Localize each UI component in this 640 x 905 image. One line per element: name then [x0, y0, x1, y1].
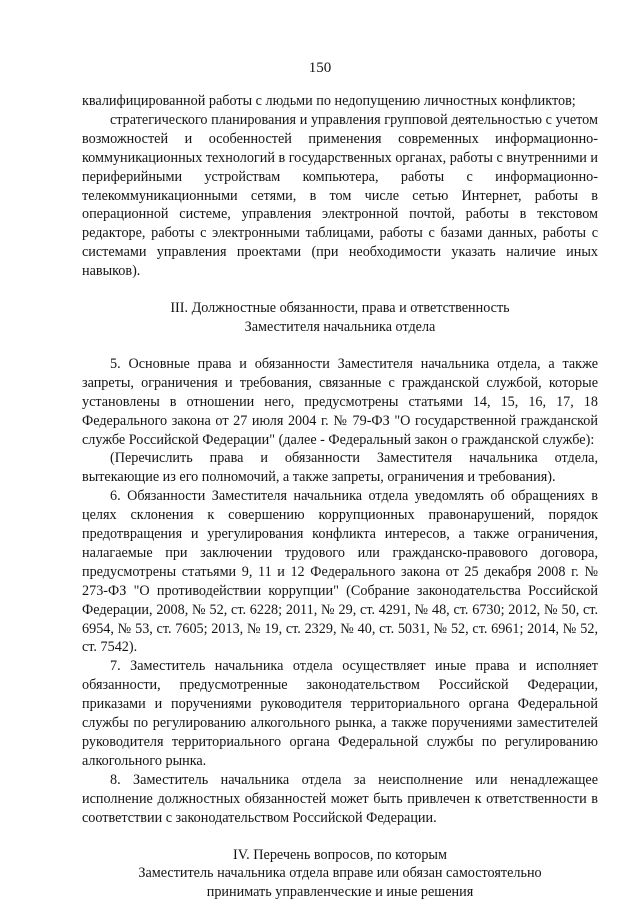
page-number: 150	[308, 60, 332, 76]
section-heading-line: IV. Перечень вопросов, по которым	[233, 846, 447, 863]
paragraph: стратегического планирования и управления групповой деятельностью с учетом возможностей и особенностей применения современных информационно-коммуникационных технологий в государственных органах, работы с внутренними и периферийными устройствам компьютера, работы с информационно-телекоммуникационными сетями, в том числе сетью Интернет, работы в операционной системе, управления электронной почтой, работы в текстовом редакторе, работы с электронными таблицами, работы с базами данных, работы с системами управления проектами (при необходимости указать наличие иных навыков).	[82, 111, 598, 280]
paragraph: квалифицированной работы с людьми по недопущению личностных конфликтов;	[82, 93, 576, 109]
section-heading-line: Заместитель начальника отдела вправе или обязан самостоятельно	[138, 865, 542, 882]
paragraph: 5. Основные права и обязанности Заместителя начальника отдела, а также запреты, ограничения и требования, связанные с гражданской службой, которые установлены в отношении него, предусмотрены статьями 14, 15, 16, 17, 18 Федерального закона от 27 июля 2004 г. № 79-ФЗ "О государственной гражданской службе Российской Федерации" (далее - Федеральный закон о гражданской службе):	[82, 355, 598, 448]
section-heading-line: III. Должностные обязанности, права и ответственность	[170, 300, 510, 317]
paragraph: 6. Обязанности Заместителя начальника отдела уведомлять об обращениях в целях склонения к совершению коррупционных правонарушений, порядок предотвращения и урегулирования конфликта интересов, а также ограничения, налагаемые при заключении трудового или гражданско-правового договора, предусмотрены статьями 9, 11 и 12 Федерального закона от 25 декабря 2008 г. № 273-ФЗ "О противодействии коррупции" (Собрание законодательства Российской Федерации, 2008, № 52, ст. 6228; 2011, № 29, ст. 4291, № 48, ст. 6730; 2012, № 50, ст. 6954, № 53, ст. 7605; 2013, № 19, ст. 2329, № 40, ст. 5031, № 52, ст. 6961; 2014, № 52, ст. 7542).	[82, 488, 598, 656]
paragraph: (Перечислить права и обязанности Заместителя начальника отдела, вытекающие из его полномочий, а также запреты, ограничения и требования).	[82, 450, 598, 486]
paragraph: 7. Заместитель начальника отдела осуществляет иные права и исполняет обязанности, предусмотренные законодательством Российской Федерации, приказами и поручениями руководителя территориального органа Федеральной службы по регулированию алкогольного рынка, а также поручениями заместителей руководителя территориального органа Федеральной службы по регулированию алкогольного рынка.	[82, 658, 598, 769]
document-body	[82, 92, 598, 902]
section-heading-line: Заместителя начальника отдела	[244, 318, 436, 335]
paragraph: 8. Заместитель начальника отдела за неисполнение или ненадлежащее исполнение должностных обязанностей может быть привлечен к ответственности в соответствии с законодательством Российской Федерации.	[82, 771, 598, 826]
section-heading-line: принимать управленческие и иные решения	[206, 884, 474, 901]
